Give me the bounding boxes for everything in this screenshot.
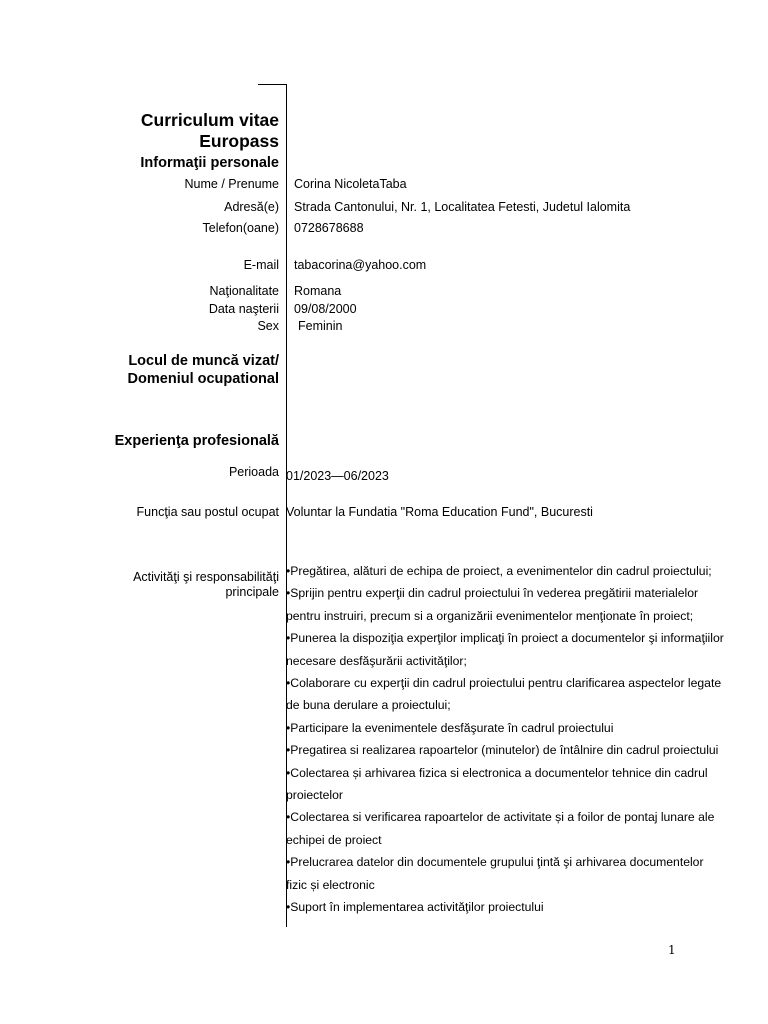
nationality-value: Romana	[294, 284, 342, 298]
personal-info-heading: Informaţii personale	[140, 155, 279, 171]
activity-item-line: •Punerea la dispoziţia experţilor implicaţi în proiect a documentelor şi informaţiilor	[286, 631, 724, 646]
activity-item-line: •Pregatirea si realizarea rapoartelor (minutelor) de întâlnire din cadrul proiectului	[286, 743, 719, 758]
position-value: Voluntar la Fundatia "Roma Education Fund", Bucuresti	[286, 505, 593, 519]
activity-item-line: •Colaborare cu experţii din cadrul proiectului pentru clarificarea aspectelor legate	[286, 676, 722, 691]
activity-item-line: de buna derulare a proiectului;	[286, 698, 451, 713]
position-label: Funcţia sau postul ocupat	[136, 505, 279, 519]
activity-item-line: •Colectarea și arhivarea fizica si electronica a documentelor tehnice din cadrul	[286, 765, 708, 780]
address-value: Strada Cantonului, Nr. 1, Localitatea Fetesti, Judetul Ialomita	[294, 200, 631, 214]
activity-item-line: •Suport în implementarea activităţilor proiectului	[286, 900, 544, 915]
activities-label-line1: Activităţi şi responsabilităţi	[133, 570, 279, 584]
activity-item-line: pentru instruiri, precum si a organizării evenimentelor menţionate în proiect;	[286, 608, 694, 623]
page-number: 1	[668, 943, 676, 957]
activity-item-line: fizic și electronic	[286, 877, 375, 892]
activity-item-line: echipei de proiect	[286, 832, 382, 847]
email-value: tabacorina@yahoo.com	[294, 258, 427, 272]
activity-item-line: proiectelor	[286, 788, 343, 803]
sex-label: Sex	[257, 319, 279, 333]
header-tick-line	[258, 84, 287, 85]
cv-title-line2: Europass	[199, 131, 279, 151]
phone-label: Telefon(oane)	[202, 221, 279, 235]
sex-value: Feminin	[298, 319, 343, 333]
period-value: 01/2023—06/2023	[286, 469, 389, 483]
birthdate-label: Data naşterii	[208, 302, 279, 316]
target-job-heading	[128, 352, 279, 388]
activities-label-line2: principale	[225, 585, 279, 599]
experience-heading: Experienţa profesională	[114, 433, 279, 449]
target-job-heading-line2: Domeniul ocupational	[127, 371, 279, 387]
address-label: Adresă(e)	[224, 200, 279, 214]
name-label: Nume / Prenume	[184, 177, 279, 191]
name-value: Corina NicoletaTaba	[294, 177, 407, 191]
activity-item-line: •Pregătirea, alături de echipa de proiect, a evenimentelor din cadrul proiectului;	[286, 564, 712, 578]
activity-item-line: necesare desfăşurării activităţilor;	[286, 653, 467, 668]
birthdate-value: 09/08/2000	[294, 302, 357, 316]
cv-title-line1: Curriculum vitae	[140, 110, 279, 130]
target-job-heading-line1: Locul de muncă vizat/	[128, 353, 279, 369]
activity-item-line: •Prelucrarea datelor din documentele grupului ţintă şi arhivarea documentelor	[286, 855, 704, 870]
activity-item-line: •Sprijin pentru experţii din cadrul proiectului în vederea pregătirii materialelor	[286, 586, 699, 601]
period-label: Perioada	[228, 465, 279, 479]
activities-label	[133, 570, 279, 600]
nationality-label: Naţionalitate	[209, 284, 279, 298]
activity-item-line: •Participare la evenimentele desfăşurate în cadrul proiectului	[286, 720, 614, 735]
phone-value: 0728678688	[294, 221, 364, 235]
email-label: E-mail	[243, 258, 279, 272]
cv-title	[141, 110, 279, 152]
activity-item-line: •Colectarea si verificarea rapoartelor de activitate și a foilor de pontaj lunare ale	[286, 810, 715, 825]
activities-list	[286, 560, 756, 919]
